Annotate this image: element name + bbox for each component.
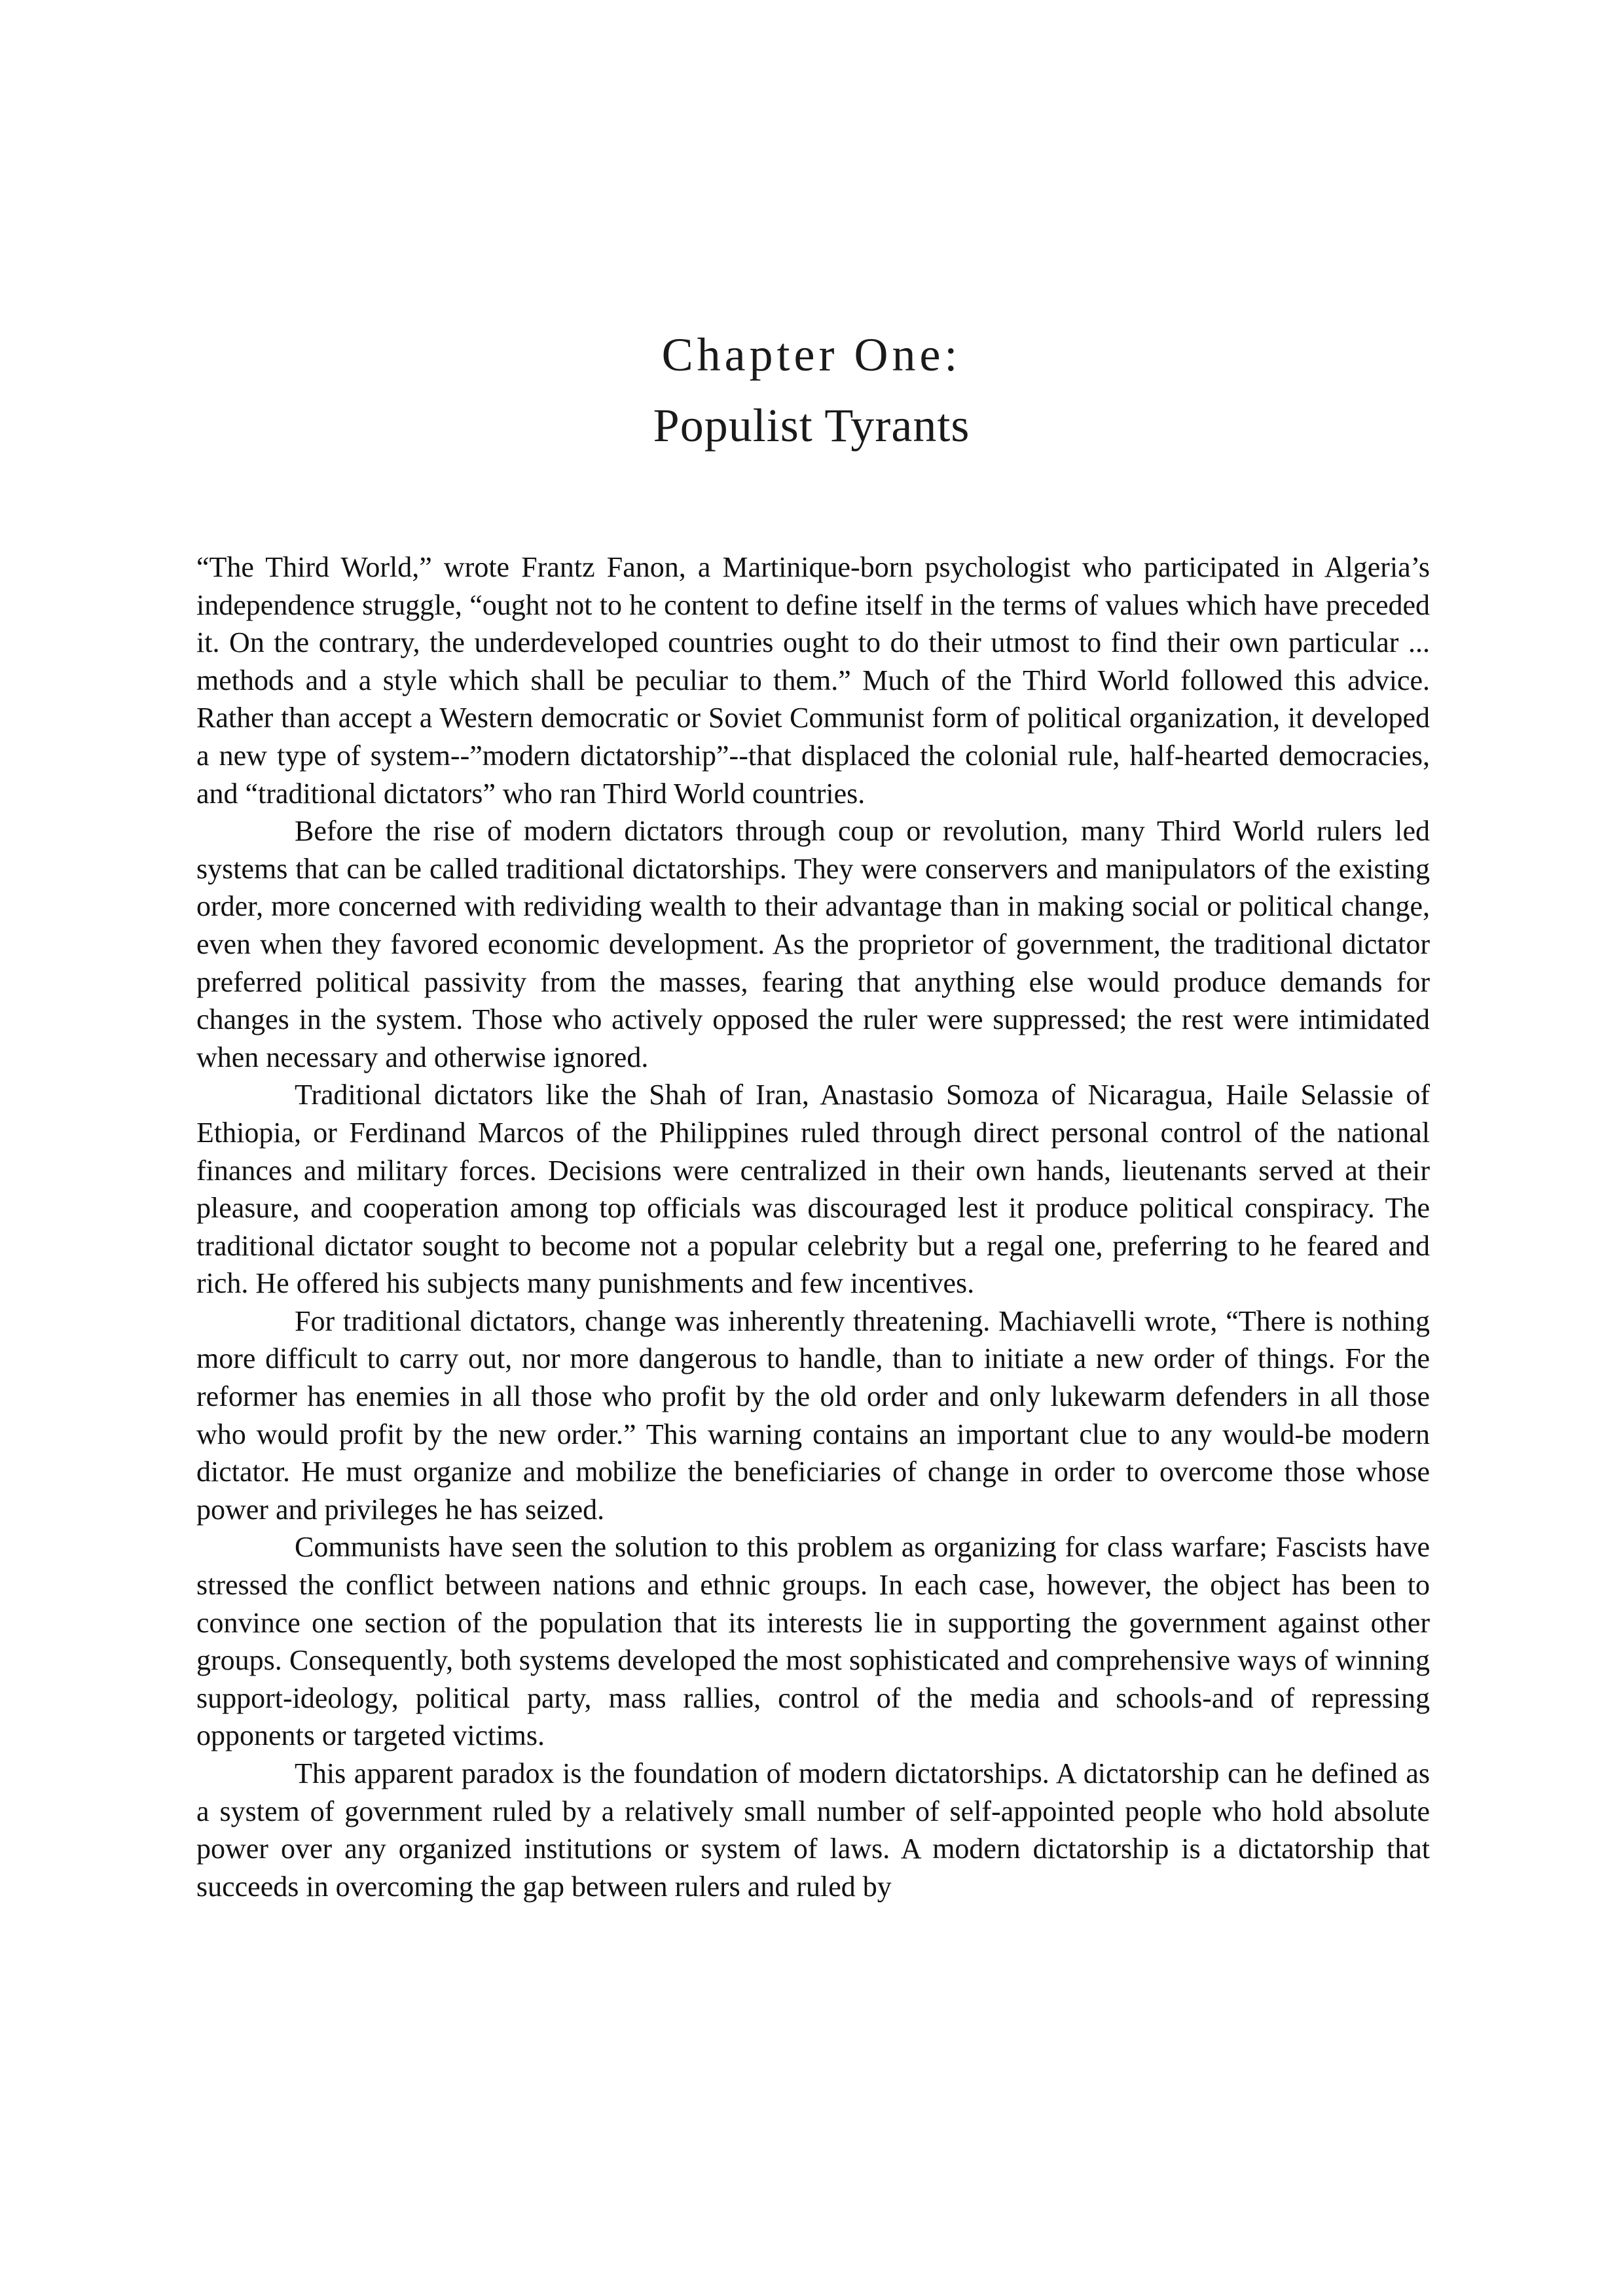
- paragraph-3: Traditional dictators like the Shah of Iran, Anastasio Somoza of Nicaragua, Haile Selassie of Ethiopia, or Ferdinand Marcos of the Philippines ruled through direct personal control of the national finances and military forces. Decisions were centralized in their own hands, lieutenants served at their pleasure, and cooperation among top officials was discouraged lest it produce political conspiracy. The traditional dictator sought to become not a popular celebrity but a regal one, preferring to he feared and rich. He offered his subjects many punishments and few incentives.: [196, 1079, 1430, 1300]
- paragraph-1: “The Third World,” wrote Frantz Fanon, a Martinique-born psychologist who participated in Algeria’s independence struggle, “ought not to he content to define itself in the terms of values which have preceded it. On the contrary, the underdeveloped countries ought to do their utmost to find their own particular ... methods and a style which shall be peculiar to them.” Much of the Third World followed this advice. Rather than accept a Western democratic or Soviet Communist form of political organization, it developed a new type of system--”modern dictatorship”--that displaced the colonial rule, half-hearted democracies, and “traditional dictators” who ran Third World countries.: [196, 551, 1430, 810]
- body-text: [196, 548, 1430, 1905]
- paragraph-4: For traditional dictators, change was inherently threatening. Machiavelli wrote, “There is nothing more difficult to carry out, nor more dangerous to handle, than to initiate a new order of things. For the reformer has enemies in all those who profit by the old order and only lukewarm defenders in all those who would profit by the new order.” This warning contains an important clue to any would-be modern dictator. He must organize and mobilize the beneficiaries of change in order to overcome those whose power and privileges he has seized.: [196, 1304, 1430, 1526]
- chapter-number-title: Chapter One:: [661, 329, 962, 381]
- paragraph-5: Communists have seen the solution to this problem as organizing for class warfare; Fascists have stressed the conflict between nations and ethnic groups. In each case, however, the object has been to convince one section of the population that its interests lie in supporting the government against other groups. Consequently, both systems developed the most sophisticated and comprehensive ways of winning support-ideology, political party, mass rallies, control of the media and schools-and of repressing opponents or targeted victims.: [196, 1531, 1430, 1752]
- chapter-subtitle: Populist Tyrants: [653, 399, 970, 452]
- paragraph-2: Before the rise of modern dictators through coup or revolution, many Third World rulers led systems that can be called traditional dictatorships. They were conservers and manipulators of the existing order, more concerned with redividing wealth to their advantage than in making social or political change, even when they favored economic development. As the proprietor of government, the traditional dictator preferred political passivity from the masses, fearing that anything else would produce demands for changes in the system. Those who actively opposed the ruler were suppressed; the rest were intimidated when necessary and otherwise ignored.: [196, 815, 1430, 1073]
- paragraph-6: This apparent paradox is the foundation of modern dictatorships. A dictatorship can he defined as a system of government ruled by a relatively small number of self-appointed people who hold absolute power over any organized institutions or system of laws. A modern dictatorship is a dictatorship that succeeds in overcoming the gap between rulers and ruled by: [196, 1757, 1430, 1903]
- chapter-heading: [0, 319, 1623, 461]
